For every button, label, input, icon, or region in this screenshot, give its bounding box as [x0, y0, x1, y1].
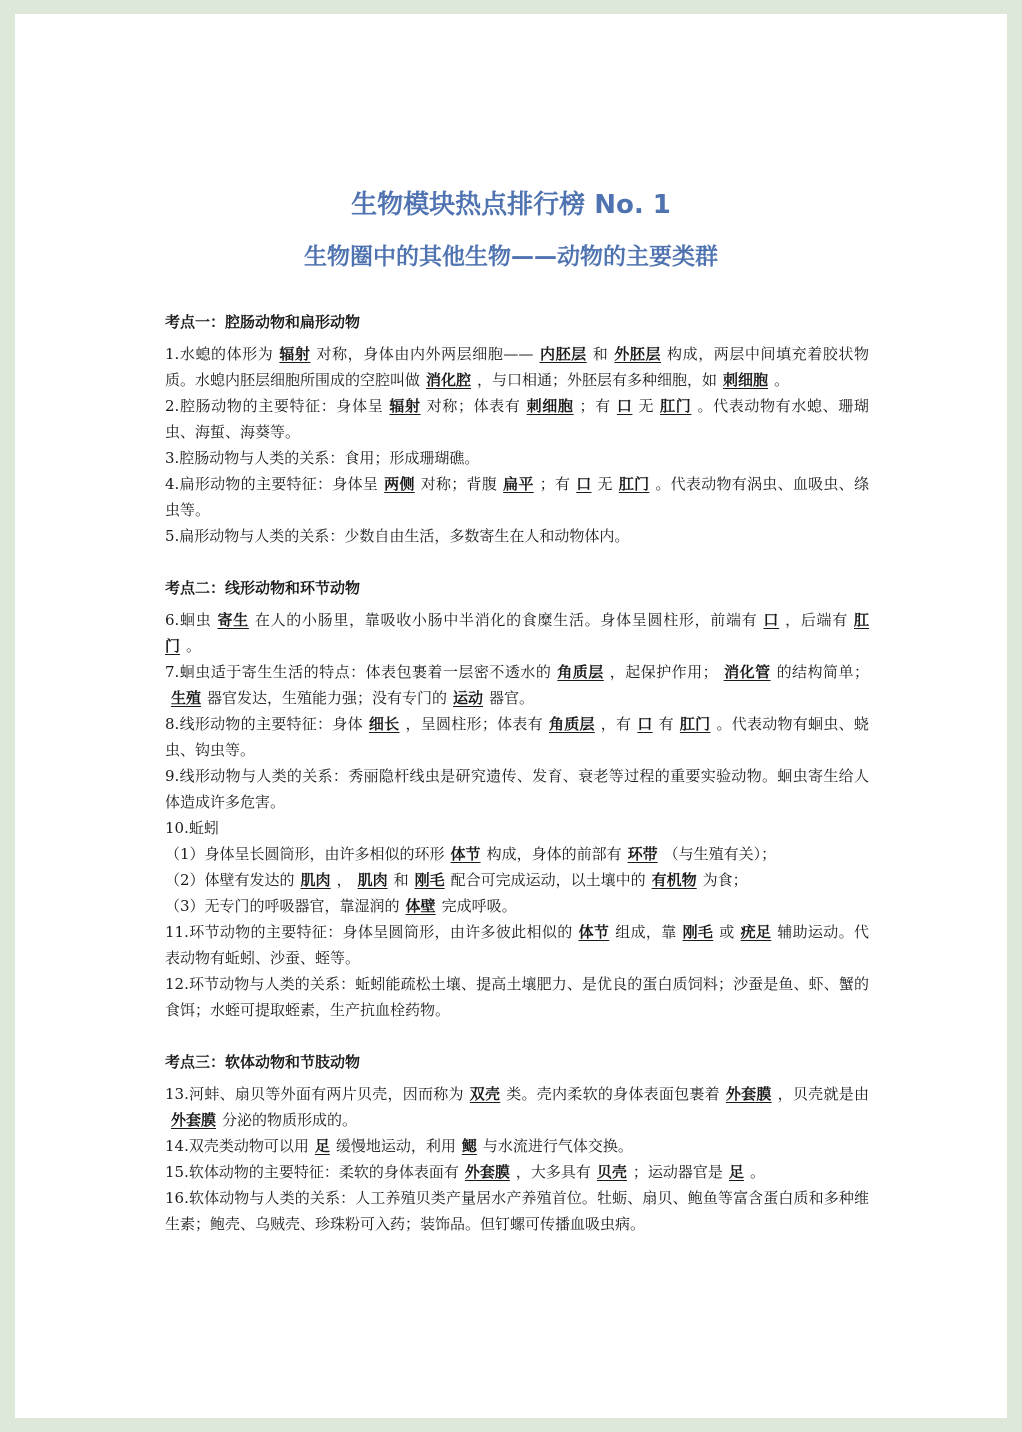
question-paragraph [165, 471, 869, 523]
paragraph-text: 7.蛔虫适于寄生生活的特点：体表包裹着一层密不透水的 [165, 663, 552, 681]
question-paragraph [165, 341, 869, 393]
paragraph-text: 器官。 [489, 689, 535, 707]
paragraph-text: 和 [592, 345, 609, 363]
document-title: 生物模块热点排行榜 No. 1 [351, 190, 671, 220]
question-paragraph [165, 1081, 869, 1133]
section-2 [165, 577, 869, 1023]
question-paragraph [165, 919, 869, 971]
paragraph-text: ，起保护作用； [609, 663, 718, 681]
answer-blank: 外套膜 [171, 1111, 217, 1129]
answer-blank: 口 [616, 397, 633, 415]
paragraph-text: 。 [774, 371, 790, 389]
paragraph-text: 组成，靠 [615, 923, 677, 941]
document-body [165, 311, 869, 1265]
paragraph-text: 1.水螅的体形为 [165, 345, 274, 363]
answer-blank: 肌肉 [300, 871, 331, 889]
answer-blank: 内胚层 [539, 345, 587, 363]
paragraph-text: ；运动器官是 [632, 1163, 723, 1181]
answer-blank: 刺细胞 [526, 397, 574, 415]
paragraph-text: 构成，两层中间填充着胶状物质。水螅内胚层细胞所围成的空腔叫做 [165, 345, 869, 389]
paragraph-text: 6.蛔虫 [165, 611, 212, 629]
question-paragraph [165, 971, 869, 1023]
answer-blank: 肛门 [618, 475, 650, 493]
question-paragraph [165, 393, 869, 445]
answer-blank: 体节 [578, 923, 610, 941]
paragraph-text: ；有 [579, 397, 611, 415]
section-1 [165, 311, 869, 549]
answer-blank: 角质层 [548, 715, 595, 733]
answer-blank: 外胚层 [614, 345, 662, 363]
paragraph-text: （2）体壁有发达的 [165, 871, 295, 889]
answer-blank: 辐射 [279, 345, 311, 363]
paragraph-text: 13.河蚌、扇贝等外面有两片贝壳，因而称为 [165, 1085, 464, 1103]
section-3 [165, 1051, 869, 1237]
answer-blank: 两侧 [384, 475, 415, 493]
paragraph-text: 9.线形动物与人类的关系：秀丽隐杆线虫是研究遗传、发育、衰老等过程的重要实验动物。蛔虫寄生给人体造成许多危害。 [165, 767, 869, 811]
answer-blank: 运动 [453, 689, 484, 707]
answer-blank: 消化管 [723, 663, 771, 681]
answer-blank: 肛门 [165, 611, 869, 655]
answer-blank: 肛门 [660, 397, 692, 415]
paragraph-text: ， [336, 871, 352, 889]
paragraph-text: 器官发达，生殖能力强；没有专门的 [207, 689, 448, 707]
paragraph-text: （3）无专门的呼吸器官，靠湿润的 [165, 897, 400, 915]
question-paragraph [165, 867, 869, 893]
question-paragraph [165, 1159, 869, 1185]
document-subtitle: 生物圈中的其他生物——动物的主要类群 [304, 244, 718, 270]
answer-blank: 足 [728, 1163, 744, 1181]
paragraph-text: 在人的小肠里，靠吸收小肠中半消化的食糜生活。身体呈圆柱形，前端有 [254, 611, 758, 629]
paragraph-text: 缓慢地运动，利用 [335, 1137, 456, 1155]
answer-blank: 刚毛 [414, 871, 445, 889]
paragraph-text: 对称，身体由内外两层细胞—— [316, 345, 534, 363]
question-paragraph [165, 763, 869, 815]
answer-blank: 口 [576, 475, 592, 493]
answer-blank: 肌肉 [357, 871, 388, 889]
paragraph-text: 无 [638, 397, 655, 415]
paragraph-text: （与生殖有关）； [663, 845, 777, 863]
paragraph-text: 。代表动物有蛔虫、蛲虫、钩虫等。 [165, 715, 869, 759]
answer-blank: 双壳 [469, 1085, 501, 1103]
question-paragraph [165, 893, 869, 919]
paragraph-text: ，大多具有 [515, 1163, 591, 1181]
question-paragraph [165, 1133, 869, 1159]
paragraph-text: 2.腔肠动物的主要特征：身体呈 [165, 397, 384, 415]
answer-blank: 刚毛 [682, 923, 714, 941]
paragraph-text: 15.软体动物的主要特征：柔软的身体表面有 [165, 1163, 459, 1181]
paragraph-text: 对称；背腹 [420, 475, 498, 493]
section-heading: 考点三：软体动物和节肢动物 [165, 1053, 361, 1071]
document-page [15, 14, 1007, 1418]
answer-blank: 寄生 [217, 611, 249, 629]
paragraph-text: 5.扁形动物与人类的关系：少数自由生活，多数寄生在人和动物体内。 [165, 527, 630, 545]
paragraph-text: 4.扁形动物的主要特征：身体呈 [165, 475, 379, 493]
paragraph-text: 14.双壳类动物可以用 [165, 1137, 309, 1155]
paragraph-text: 3.腔肠动物与人类的关系：食用；形成珊瑚礁。 [165, 449, 480, 467]
answer-blank: 口 [637, 715, 653, 733]
paragraph-text: 10.蚯蚓 [165, 819, 219, 837]
paragraph-text: 和 [393, 871, 409, 889]
answer-blank: 口 [763, 611, 780, 629]
paragraph-text: 为食； [702, 871, 748, 889]
answer-blank: 肛门 [679, 715, 711, 733]
question-paragraph [165, 659, 869, 711]
answer-blank: 足 [314, 1137, 330, 1155]
answer-blank: 有机物 [651, 871, 697, 889]
paragraph-text: ，有 [600, 715, 632, 733]
paragraph-text: 构成，身体的前部有 [486, 845, 622, 863]
paragraph-text: 16.软体动物与人类的关系：人工养殖贝类产量居水产养殖首位。牡蛎、扇贝、鲍鱼等富含蛋白质和多种维生素；鲍壳、乌贼壳、珍珠粉可入药；装饰品。但钉螺可传播血吸虫病。 [165, 1189, 869, 1233]
question-paragraph [165, 523, 869, 549]
paragraph-text: ，与口相通；外胚层有多种细胞，如 [477, 371, 718, 389]
paragraph-text: 类。壳内柔软的身体表面包裹着 [506, 1085, 720, 1103]
paragraph-text: ，呈圆柱形；体表有 [405, 715, 543, 733]
paragraph-text: 与水流进行气体交换。 [482, 1137, 633, 1155]
answer-blank: 细长 [368, 715, 400, 733]
paragraph-text: 无 [597, 475, 613, 493]
paragraph-text: 。 [749, 1163, 765, 1181]
question-paragraph [165, 815, 869, 841]
answer-blank: 环带 [627, 845, 658, 863]
answer-blank: 刺细胞 [723, 371, 769, 389]
paragraph-text: （1）身体呈长圆筒形，由许多相似的环形 [165, 845, 445, 863]
question-paragraph [165, 1185, 869, 1237]
question-paragraph [165, 841, 869, 867]
paragraph-text: 8.线形动物的主要特征：身体 [165, 715, 363, 733]
answer-blank: 辐射 [389, 397, 421, 415]
question-paragraph [165, 711, 869, 763]
answer-blank: 消化腔 [426, 371, 472, 389]
answer-blank: 贝壳 [596, 1163, 627, 1181]
paragraph-text: 。 [186, 637, 202, 655]
paragraph-text: 。代表动物有涡虫、血吸虫、绦虫等。 [165, 475, 869, 519]
answer-blank: 外套膜 [464, 1163, 510, 1181]
paragraph-text: 有 [658, 715, 674, 733]
paragraph-text: 12.环节动物与人类的关系：蚯蚓能疏松土壤、提高土壤肥力、是优良的蛋白质饲料；沙蚕是鱼、虾、蟹的食饵；水蛭可提取蛭素，生产抗血栓药物。 [165, 975, 869, 1019]
paragraph-text: ，贝壳就是由 [777, 1085, 869, 1103]
answer-blank: 外套膜 [725, 1085, 772, 1103]
answer-blank: 扁平 [503, 475, 534, 493]
section-heading: 考点二：线形动物和环节动物 [165, 579, 361, 597]
answer-blank: 角质层 [557, 663, 604, 681]
paragraph-text: 的结构简单； [776, 663, 869, 681]
answer-blank: 生殖 [171, 689, 202, 707]
answer-blank: 体壁 [405, 897, 436, 915]
paragraph-text: 11.环节动物的主要特征：身体呈圆筒形，由许多彼此相似的 [165, 923, 573, 941]
paragraph-text: 或 [719, 923, 735, 941]
answer-blank: 体节 [450, 845, 481, 863]
question-paragraph [165, 607, 869, 659]
section-heading: 考点一：腔肠动物和扁形动物 [165, 313, 361, 331]
paragraph-text: 。代表动物有水螅、珊瑚虫、海蜇、海葵等。 [165, 397, 869, 441]
paragraph-text: 分泌的物质形成的。 [222, 1111, 358, 1129]
answer-blank: 疣足 [740, 923, 772, 941]
question-paragraph [165, 445, 869, 471]
answer-blank: 鳃 [461, 1137, 477, 1155]
paragraph-text: 辅助运动。代表动物有蚯蚓、沙蚕、蛭等。 [165, 923, 869, 967]
paragraph-text: ；有 [539, 475, 571, 493]
paragraph-text: ，后端有 [785, 611, 848, 629]
paragraph-text: 完成呼吸。 [441, 897, 517, 915]
paragraph-text: 对称；体表有 [426, 397, 521, 415]
paragraph-text: 配合可完成运动，以土壤中的 [450, 871, 646, 889]
